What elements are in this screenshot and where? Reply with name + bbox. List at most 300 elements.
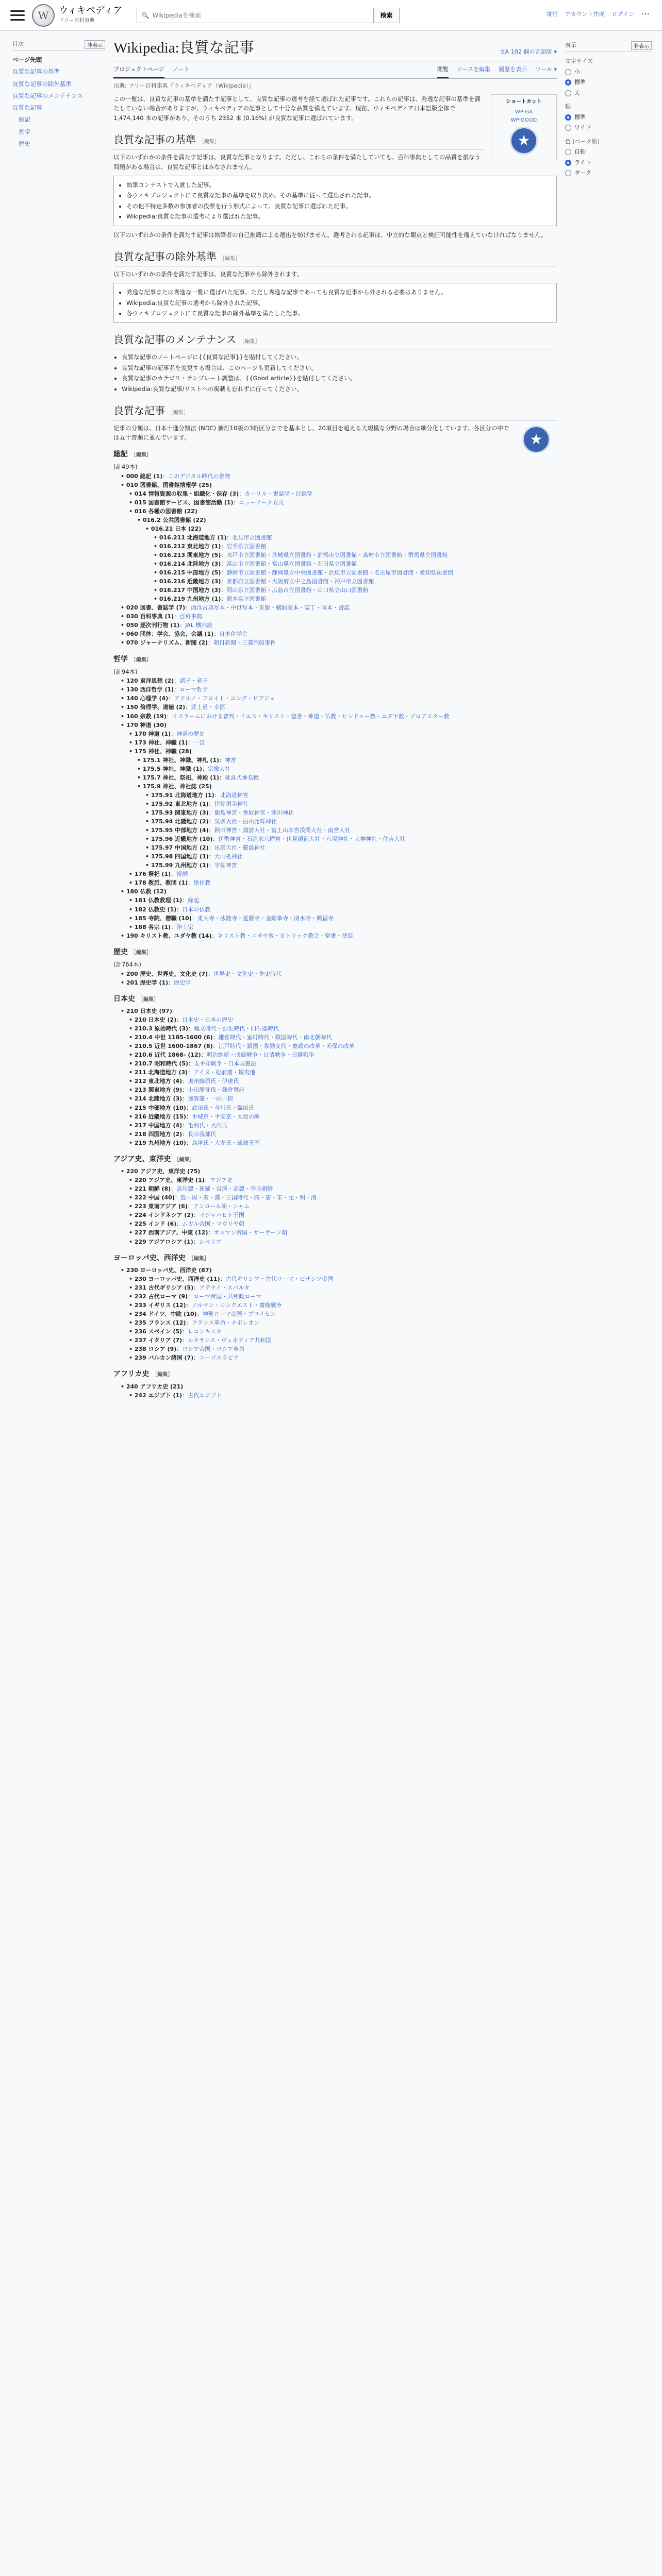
tree-articles[interactable]: 宗像大社 [208, 765, 231, 772]
tree-separator: ： [221, 596, 227, 603]
tree-articles[interactable]: 明治維新・戊辰戦争・日清戦争・日露戦争 [206, 1052, 315, 1059]
page-title-bar [113, 37, 557, 61]
tree-articles[interactable]: 武士道・幸福 [191, 704, 225, 711]
option-label: 大 [574, 89, 580, 96]
tree-code: • 222 中国 (40) [129, 1194, 175, 1201]
tree-row [129, 878, 557, 887]
tree-articles[interactable]: 熊本県立図書館 [226, 596, 267, 603]
tree-row [129, 870, 557, 878]
list-item: • 良質な記事の記事名を変更する場合は、このページも更新してください。 [122, 363, 557, 372]
appearance-option[interactable] [565, 89, 652, 98]
toc-item[interactable]: 良質な記事の除外基準 [12, 80, 72, 88]
tree-code: • 230 ヨーロッパ史、西洋史 (87) [121, 1267, 212, 1274]
tree-separator: ： [219, 774, 225, 781]
tab-history[interactable]: 履歴を表示 [499, 66, 527, 73]
tree-separator: ： [212, 1034, 219, 1041]
tree-articles[interactable]: 鹿島神宮・香取神宮・寒川神社 [214, 809, 294, 817]
tree-separator: ： [219, 756, 225, 764]
tree-row [129, 1121, 557, 1130]
tree-code: • 000 総記 (1) [121, 473, 162, 480]
tree-articles[interactable]: アンコール朝・シャム [193, 1203, 250, 1210]
tree-articles[interactable]: 熱田神宮・諏訪大社・富士山本宮浅間大社・南宮大社 [214, 827, 351, 834]
option-label: ライト [574, 159, 591, 166]
category-tree [113, 970, 557, 987]
tree-separator: ： [186, 1319, 192, 1327]
appearance-header [565, 41, 652, 52]
tree-separator: ： [239, 490, 245, 497]
tree-articles[interactable]: 殷・周・秦・漢・三国時代・隋・唐・宋・元・明・清 [180, 1194, 317, 1201]
tab-project-page[interactable]: プロジェクトページ [113, 65, 164, 78]
tree-separator: ： [202, 765, 208, 772]
tree-articles[interactable]: ロシア帝国・ロシア革命 [182, 1346, 245, 1353]
tree-articles[interactable]: 武田氏・今川氏・織田氏 [191, 1104, 254, 1111]
tree-row [129, 923, 557, 931]
tree-articles[interactable]: アジア史 [210, 1177, 233, 1184]
tree-separator: ： [193, 1238, 199, 1245]
toc-item[interactable]: 良質な記事 [12, 104, 42, 111]
section-criteria-heading [113, 132, 485, 149]
tree-articles[interactable]: 北海道神宮 [220, 791, 249, 799]
tree-articles[interactable]: 高句麗・新羅・百済・高麗・李氏朝鮮 [176, 1185, 273, 1193]
wikipedia-globe-icon: W [32, 4, 55, 27]
tree-articles[interactable]: 百科事典 [179, 613, 203, 620]
tree-row [129, 1345, 557, 1353]
tree-row [129, 1094, 557, 1103]
category-title: ヨーロッパ史、西洋史 [113, 1253, 186, 1262]
appearance-hide-button[interactable]: 非表示 [631, 41, 652, 50]
tree-articles[interactable]: 江戸時代・鎖国・参勤交代・寛政の改革・天保の改革 [218, 1043, 355, 1050]
tree-separator: ： [208, 970, 214, 977]
tab-read[interactable]: 閲覧 [437, 65, 449, 78]
toc-item[interactable]: 歴史 [19, 140, 30, 147]
tree-articles[interactable]: 大山祇神社 [214, 853, 243, 860]
more-options-icon[interactable]: ⋯ [641, 9, 650, 19]
option-label: 小 [574, 68, 580, 75]
tree-separator: ： [185, 604, 191, 612]
tree-code: • 210 日本史 (2) [129, 1016, 176, 1023]
appearance-option[interactable] [565, 148, 652, 157]
tree-row [154, 568, 557, 577]
tree-articles[interactable]: 神道の歴史 [176, 730, 205, 737]
tree-row [129, 1050, 557, 1059]
tree-articles[interactable]: 岩手県立図書館 [226, 543, 267, 550]
tree-separator: ： [176, 1221, 183, 1228]
logo-name: ウィキペディア [59, 5, 123, 16]
tree-articles[interactable]: 長宗我部氏 [188, 1130, 217, 1138]
tree-articles[interactable]: JAL 機内誌 [185, 622, 213, 629]
tree-row [129, 1086, 557, 1094]
tree-articles[interactable]: 縁起 [188, 897, 200, 904]
tab-tools[interactable]: ツール ▾ [535, 65, 557, 78]
category-title: アフリカ史 [113, 1370, 150, 1379]
tree-row [137, 765, 557, 773]
tree-articles[interactable]: 伊佐須美神社 [214, 800, 249, 807]
tree-code: • 214 北陸地方 (3) [129, 1095, 182, 1102]
tree-articles[interactable]: 静岡市立図書館・静岡県立中央図書館・浜松市立図書館・名古屋市図書館・愛知県図書館 [226, 569, 454, 577]
tree-separator: ： [221, 543, 227, 550]
tree-articles[interactable]: 一宮 [193, 739, 205, 746]
tree-row [121, 887, 557, 896]
tree-articles[interactable]: オスマン帝国・サーサーン朝 [213, 1229, 287, 1236]
tree-articles[interactable]: 古代ギリシア・古代ローマ・ビザンツ帝国 [225, 1275, 334, 1282]
tree-articles[interactable]: ローマ帝国・共和政ローマ [193, 1293, 262, 1300]
tree-row [129, 1184, 557, 1193]
tree-row [121, 712, 557, 721]
tree-code: • 014 情報資源の収集・組織化・保存 (3) [129, 490, 239, 497]
create-account-link[interactable]: アカウント作成 [565, 11, 605, 18]
radio-button[interactable] [565, 114, 571, 121]
tree-row [145, 861, 557, 870]
donate-link[interactable]: 寄付 [546, 11, 558, 18]
tree-articles[interactable]: 宇佐神宮 [214, 862, 237, 869]
tree-row [129, 1228, 557, 1237]
edit-section-link[interactable]: ［編集］ [131, 452, 152, 458]
toc-item[interactable]: ページ先頭 [12, 56, 42, 63]
tree-code: • 160 宗教 (19) [121, 713, 167, 720]
tree-articles[interactable]: 諸子・老子 [179, 677, 208, 685]
shortcut-link[interactable]: WP:GA [515, 109, 533, 115]
tree-separator: ： [166, 713, 172, 720]
tree-articles[interactable]: フランス革命・ナポレオン [191, 1319, 260, 1327]
appearance-option[interactable] [565, 68, 652, 77]
tree-code: • 218 四国地方 (2) [129, 1131, 182, 1138]
tree-code: • 211 北海道地方 (3) [129, 1069, 188, 1076]
tree-separator: ： [201, 1052, 207, 1059]
list-item: • 執筆コンテストで入賞した記事。 [126, 180, 551, 190]
tree-articles[interactable]: 奥州藤原氏・伊達氏 [188, 1078, 239, 1085]
main-menu-icon[interactable] [10, 10, 25, 21]
edit-section-link[interactable]: ［編集］ [131, 657, 152, 663]
tree-articles[interactable]: 鎌倉時代・室町時代・戦国時代・南北朝時代 [218, 1034, 332, 1041]
tree-row [154, 551, 557, 560]
tree-articles[interactable]: 出雲大社・厳島神社 [214, 844, 266, 852]
appearance-title: 表示 [565, 42, 576, 48]
tree-articles[interactable]: 東大寺・法隆寺・延暦寺・金剛峯寺・清水寺・興福寺 [197, 914, 334, 922]
tree-articles[interactable]: 京都府立図書館・大阪府立中之島図書館・神戸市立図書館 [226, 578, 374, 585]
radio-button[interactable] [565, 160, 571, 166]
page-tabs [113, 63, 557, 79]
edit-section-link[interactable]: ［編集］ [188, 1256, 209, 1262]
tree-separator: ： [208, 862, 214, 869]
tree-code: • 016.21 日本 (22) [145, 526, 201, 532]
category-count: (計49本) [113, 463, 138, 471]
tree-code: • 130 西洋哲学 (1) [121, 686, 174, 693]
tree-articles[interactable]: 平城京・平安京・大坂の陣 [191, 1113, 260, 1120]
tree-articles[interactable]: 毛利氏・大内氏 [188, 1122, 228, 1129]
section-list-heading [113, 403, 557, 420]
toc-hide-button[interactable]: 非表示 [85, 40, 105, 49]
tree-code: • 239 バルカン諸国 (7) [129, 1354, 193, 1361]
tree-articles[interactable]: 加賀藩・一向一揆 [188, 1095, 234, 1103]
list-item: • 良質な記事のノートページに{{良質な記事}}を貼付してください。 [122, 352, 557, 362]
tree-separator: ： [188, 1060, 194, 1067]
tree-articles[interactable]: 太平洋戦争・日本国憲法 [194, 1060, 257, 1067]
tree-row [129, 738, 557, 747]
tree-code: • 175.7 神社、祭祀、神殿 (1) [137, 774, 219, 781]
tree-articles[interactable]: 小田原征伐・鎌倉幕府 [188, 1087, 245, 1094]
tree-articles[interactable]: ユーゴスラビア [199, 1354, 239, 1362]
article-body [113, 94, 557, 1400]
tree-row [121, 472, 557, 481]
tab-talk[interactable]: ノート [172, 66, 190, 73]
tree-separator: ： [208, 809, 214, 817]
tree-articles[interactable]: キリスト教・ユダヤ教・カトリック教会・聖書・使徒 [217, 932, 353, 939]
tree-separator: ： [171, 923, 177, 930]
tree-articles[interactable]: 朝日新聞・三菱汽船事件 [213, 639, 276, 647]
category-heading [113, 1252, 557, 1264]
shortcut-box [491, 94, 557, 160]
site-logo[interactable] [32, 4, 122, 27]
tree-code: • 231 古代ギリシア (5) [129, 1284, 193, 1291]
edit-section-link[interactable]: ［編集］ [131, 950, 152, 956]
edit-section-link[interactable]: ［編集］ [220, 256, 240, 262]
edit-section-link[interactable]: ［編集］ [152, 1372, 173, 1378]
chevron-down-icon: ▾ [554, 48, 557, 55]
tree-separator: ： [174, 613, 180, 620]
tree-articles[interactable]: 神宮 [225, 756, 237, 764]
list-item: • Wikipedia:良質な記事/リストへの掲載も忘れずに行ってください。 [122, 384, 557, 394]
category-heading [113, 1154, 557, 1165]
list-item: • 各ウィキプロジェクトにて良質な記事の基準を取り決め、その基準に従って選出された記事。 [126, 191, 551, 200]
tree-code: • 175.9 神社、神社誌 (25) [137, 783, 212, 790]
tree-code: • 221 朝鮮 (8) [129, 1185, 171, 1192]
edit-section-link[interactable]: ［編集］ [239, 339, 260, 345]
tree-separator: ： [182, 1078, 188, 1085]
tree-articles[interactable]: 祝詞 [176, 871, 188, 878]
tree-articles[interactable]: 日本史・日本の歴史 [182, 1016, 234, 1024]
tree-separator: ： [162, 472, 169, 480]
tree-separator: ： [208, 800, 214, 807]
category-tree [113, 676, 557, 940]
tree-articles[interactable]: アテナイ・スパルタ [199, 1284, 250, 1292]
tree-articles[interactable]: 歴史学 [174, 979, 191, 986]
tree-code: • 210 日本史 (97) [121, 1008, 172, 1014]
page-title: Wikipedia:良質な記事 [113, 40, 254, 56]
tree-separator: ： [226, 534, 233, 541]
tree-separator: ： [176, 1016, 183, 1024]
language-count: 102 個の言語版 [510, 48, 552, 55]
tree-articles[interactable]: 古代エジプト [188, 1392, 222, 1399]
tree-articles[interactable]: ムガル帝国・マウリヤ朝 [182, 1221, 244, 1228]
tree-row [154, 595, 557, 603]
tree-code: • 016.215 中部地方 (5) [154, 569, 221, 576]
tree-code: • 016 各種の図書館 (22) [129, 508, 197, 515]
tree-articles[interactable]: 日本化学会 [219, 631, 248, 638]
toc-item[interactable]: 良質な記事のメンテナンス [12, 92, 84, 99]
tree-articles[interactable]: マジャパヒト王国 [199, 1212, 244, 1219]
tree-separator: ： [176, 1346, 183, 1353]
tree-articles[interactable]: ローマ哲学 [179, 686, 208, 693]
tree-articles[interactable]: このデジタル時代の書物 [168, 472, 230, 480]
tree-separator: ： [214, 791, 220, 799]
tree-row [129, 1292, 557, 1301]
radio-button[interactable] [565, 170, 571, 176]
tree-articles[interactable]: 島津氏・大友氏・琉球王国 [191, 1139, 260, 1146]
radio-button[interactable] [565, 69, 571, 75]
tree-articles[interactable]: 富山市立図書館・富山県立図書館・石川県立図書館 [226, 561, 357, 568]
tree-separator: ： [174, 1194, 180, 1201]
tree-row [121, 694, 557, 703]
shortcut-link[interactable]: WP:GOOD [510, 117, 537, 123]
tree-code: • 178 教派、教団 (1) [129, 879, 188, 886]
category-tree [113, 1167, 557, 1246]
tree-articles[interactable]: ルネサンス・ヴェネツィア共和国 [188, 1337, 272, 1344]
tree-articles[interactable]: 延喜式神名帳 [225, 774, 259, 781]
user-links [547, 10, 650, 19]
tree-row [154, 586, 557, 595]
toc-item[interactable]: 総記 [19, 116, 30, 124]
tree-row [129, 1068, 557, 1077]
site-header [0, 0, 662, 31]
search-button[interactable]: 検索 [374, 8, 399, 23]
tree-articles[interactable]: 北見市立図書館 [232, 534, 272, 541]
tree-articles[interactable]: カーリル・書誌学・目録学 [244, 490, 313, 497]
appearance-option[interactable] [565, 169, 652, 178]
tree-articles[interactable]: レコンキスタ [188, 1328, 222, 1335]
tree-separator: ： [221, 552, 227, 559]
edit-section-link[interactable]: ［編集］ [199, 139, 220, 145]
tree-separator: ： [182, 897, 188, 904]
tab-edit-source[interactable]: ソースを編集 [456, 66, 491, 73]
tree-row [129, 1283, 557, 1292]
tree-separator: ： [188, 879, 194, 887]
intro-paragraph: この一覧は、良質な記事の基準を満たす記事として、良質な記事の選考を経て選ばれた記事です。これらの記事は、秀逸な記事の基準を満たしていない場合がありますが、ウィキペディアの記事として十分な品質を備えています。現在、ウィキペディア日本語版全体で 1,474,140 本の記事があり、そのうち 2352 本 (0.16%) が良質な記事に選ばれています。 [113, 95, 481, 122]
appearance-option[interactable] [565, 78, 652, 87]
tree-articles[interactable]: 西洋古典写本・中世写本・宋版・鵜飼家本・装丁・写本・書誌 [191, 604, 350, 612]
tree-separator: ： [182, 1130, 188, 1138]
tree-articles[interactable]: 縄文時代・弥生時代・旧石器時代 [194, 1025, 279, 1032]
tree-code: • 229 アジアロシア (1) [129, 1239, 193, 1245]
tree-articles[interactable]: ニューアーク方式 [239, 499, 284, 506]
tree-articles[interactable]: 世界史・文化史・先史時代 [213, 970, 282, 977]
category-title: 日本史 [113, 994, 135, 1003]
tree-articles[interactable]: シベリア [198, 1238, 222, 1245]
tree-articles[interactable]: 水戸市立図書館・茨城県立図書館・前橋市立図書館・高崎市立図書館・群馬県立図書館 [226, 552, 448, 559]
good-article-star-icon: ★ [522, 426, 550, 453]
tree-row [129, 1042, 557, 1050]
edit-section-link[interactable]: ［編集］ [174, 1157, 195, 1163]
toc-title: 目次 [12, 41, 24, 47]
tree-row [129, 1059, 557, 1068]
radio-button[interactable] [565, 90, 571, 96]
tree-code: • 233 イギリス (12) [129, 1302, 186, 1309]
tree-code: • 212 東北地方 (4) [129, 1078, 182, 1084]
tree-code: • 185 寺院、僧職 (10) [129, 915, 192, 922]
tree-separator: ： [186, 1113, 192, 1120]
tree-row [129, 1275, 557, 1283]
tree-code: • 175.93 関東地方 (3) [145, 809, 209, 816]
tree-articles[interactable]: ノルマン・コンクエスト・薔薇戦争 [191, 1302, 282, 1309]
radio-button[interactable] [565, 79, 571, 86]
tree-row [129, 1104, 557, 1112]
list-item: • 秀逸な記事または秀逸な一覧に選ばれた記事。ただし秀逸な記事であっても良質な記事から外される必要はありません。 [126, 287, 551, 297]
tree-row [121, 970, 557, 978]
tree-row [121, 1167, 557, 1176]
tree-code: • 015 図書館サービス、図書館活動 (1) [129, 499, 234, 506]
tree-row [129, 1112, 557, 1121]
tree-separator: ： [212, 836, 219, 843]
tree-articles[interactable]: 気多大社・白山比咩神社 [214, 818, 277, 825]
section-title: 良質な記事のメンテナンス [113, 334, 237, 346]
tree-separator: ： [220, 1275, 226, 1282]
tree-code: • 215 中部地方 (10) [129, 1105, 186, 1111]
tree-articles[interactable]: 神聖ローマ帝国・プロイセン [202, 1311, 276, 1318]
radio-button[interactable] [565, 125, 571, 131]
tree-separator: ： [188, 739, 194, 746]
tree-articles[interactable]: 浄土宗 [176, 923, 194, 930]
tree-code: • 213 関東地方 (9) [129, 1087, 182, 1093]
tree-code: • 210.5 近世 1600-1867 (8) [129, 1043, 213, 1049]
category-tree [113, 472, 557, 648]
toc-item[interactable]: 哲学 [19, 128, 30, 135]
tree-code: • 175 神社、神職 (28) [129, 748, 192, 755]
category-tree [113, 1382, 557, 1400]
tree-row [129, 1033, 557, 1042]
tree-articles[interactable]: 黒住教 [193, 879, 211, 887]
tree-code: • 225 インド (6) [129, 1221, 176, 1227]
tree-separator: ： [182, 1392, 188, 1399]
tree-code: • 150 倫理学、道徳 (2) [121, 704, 185, 710]
tree-separator: ： [179, 622, 186, 629]
tree-code: • 175.94 北陸地方 (2) [145, 818, 209, 825]
tree-articles[interactable]: 岡山県立図書館・広島市立図書館・山口県立山口図書館 [226, 587, 369, 594]
tree-code: • 175.92 東北地方 (1) [145, 801, 209, 807]
tree-row [129, 1219, 557, 1228]
tree-row [145, 835, 557, 843]
tree-separator: ： [208, 853, 214, 860]
tree-row [129, 1211, 557, 1219]
tree-code: • 020 図書、書誌学 (7) [121, 604, 185, 611]
edit-section-link[interactable]: ［編集］ [168, 410, 189, 416]
appearance-option[interactable] [565, 113, 652, 122]
tree-separator: ： [168, 979, 174, 986]
tree-separator: ： [187, 1203, 193, 1210]
tree-code: • 016.212 東北地方 (1) [154, 543, 221, 550]
search-icon: 🔍 [141, 11, 150, 19]
appearance-option[interactable] [565, 124, 652, 132]
tree-articles[interactable]: イスラームにおける審判・イエス・キリスト・聖書・神道・仏教・ヒンドゥー教・ユダヤ教・ゾロアスター教 [172, 713, 450, 720]
toc-item[interactable]: 良質な記事の基準 [12, 68, 60, 76]
edit-section-link[interactable]: ［編集］ [138, 996, 159, 1003]
tree-separator: ： [186, 1139, 192, 1146]
tree-code: • 236 スペイン (5) [129, 1328, 182, 1335]
tree-articles[interactable]: アイヌ・松前藩・蝦夷地 [193, 1069, 256, 1076]
tree-code: • 016.211 北海道地方 (1) [154, 534, 226, 541]
tree-code: • 240 アフリカ史 (21) [121, 1383, 183, 1390]
radio-button[interactable] [565, 149, 571, 155]
tree-code: • 175.98 四国地方 (1) [145, 853, 209, 860]
language-button[interactable] [499, 48, 557, 57]
search-input[interactable] [152, 12, 369, 19]
tree-separator: ： [208, 844, 214, 852]
tree-separator: ： [188, 1069, 194, 1076]
tree-articles[interactable]: 伊勢神宮・石清水八幡宮・伏見稲荷大社・八坂神社・大神神社・住吉大社 [218, 836, 406, 843]
tree-separator: ： [191, 914, 197, 922]
tree-code: • 175.96 近畿地方 (10) [145, 836, 212, 842]
tree-row [129, 1176, 557, 1184]
tree-separator: ： [182, 1122, 188, 1129]
list-item: • Wikipedia:良質な記事の選考により選ばれた記事。 [126, 212, 551, 221]
tree-separator: ： [188, 1293, 194, 1300]
tree-row [137, 773, 557, 782]
tree-articles[interactable]: アドルノ・フロイト・ユング・ピアジェ [174, 695, 275, 702]
tree-articles[interactable]: 日本の仏教 [182, 906, 211, 913]
login-link[interactable]: ログイン [611, 11, 634, 18]
tree-row [129, 1353, 557, 1362]
section-title: 良質な記事の基準 [113, 134, 196, 146]
search-field[interactable] [137, 8, 374, 23]
appearance-option[interactable] [565, 159, 652, 167]
